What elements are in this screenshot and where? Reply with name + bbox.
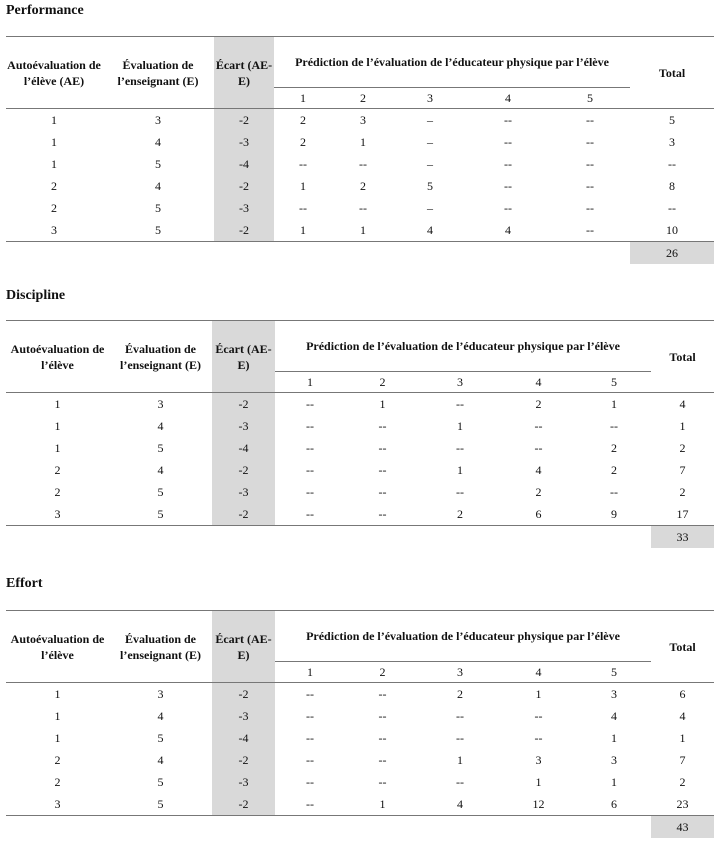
table-row	[6, 219, 714, 242]
table-cell: --	[610, 418, 619, 433]
table-cell: 5	[157, 774, 164, 789]
table-row	[6, 749, 714, 771]
header-row	[6, 37, 714, 88]
table-cell: 5	[157, 484, 164, 499]
table-cell: 1	[457, 418, 463, 433]
table-cell: 12	[500, 793, 577, 816]
table-cell: --	[359, 200, 367, 215]
table-cell: -2	[214, 175, 274, 197]
table-cell: --	[378, 774, 387, 789]
table-cell: 2	[500, 393, 577, 416]
table-row	[6, 437, 714, 459]
table-row	[6, 393, 714, 416]
table-cell: 1	[6, 393, 109, 416]
table-cell: -3	[214, 131, 274, 153]
section-title: Performance	[6, 3, 84, 18]
table-cell: 4	[651, 393, 714, 416]
table-cell: 4	[394, 219, 466, 242]
spacer	[6, 526, 651, 549]
table-cell: --	[359, 156, 367, 171]
header-prediction: Prédiction de l’évaluation de l’éducateur physique par l’élève	[275, 321, 651, 372]
header-prediction: Prédiction de l’évaluation de l’éducateur physique par l’élève	[275, 611, 651, 662]
table-cell: 3	[6, 503, 109, 526]
table-cell: 4	[420, 793, 500, 816]
table-cell: --	[456, 708, 464, 723]
header-gap: Écart (AE-E)	[212, 611, 275, 683]
table-cell: --	[275, 393, 345, 416]
data-table-performance	[6, 36, 714, 264]
table-cell: 5	[109, 793, 212, 816]
header-e: Évaluation de l’enseignant (E)	[109, 321, 212, 393]
table-row	[6, 793, 714, 816]
table-cell: 2	[679, 774, 686, 789]
table-cell: 5	[155, 156, 161, 171]
level-header: 3	[394, 88, 466, 109]
table-cell: 1	[6, 683, 109, 706]
table-cell: --	[306, 440, 314, 455]
table-cell: -2	[214, 109, 274, 132]
table-cell: 2	[679, 484, 686, 499]
table-cell: 4	[466, 219, 550, 242]
table-cell: --	[610, 484, 619, 499]
level-header: 3	[420, 372, 500, 393]
table-cell: 3	[102, 109, 214, 132]
table-cell: 1	[611, 730, 618, 745]
header-e: Évaluation de l’enseignant (E)	[109, 611, 212, 683]
table-cell: 3	[6, 219, 102, 242]
table-cell: --	[586, 178, 595, 193]
table-cell: 9	[577, 503, 651, 526]
table-cell: –	[394, 109, 466, 132]
grand-total: 43	[651, 816, 714, 839]
table-cell: --	[275, 503, 345, 526]
header-row	[6, 321, 714, 372]
section-title: Effort	[6, 576, 43, 591]
table-cell: 2	[679, 440, 686, 455]
table-cell: 1	[345, 793, 420, 816]
table-cell: --	[378, 730, 387, 745]
table-cell: 2	[300, 134, 306, 149]
table-cell: 1	[535, 774, 542, 789]
header-gap: Écart (AE-E)	[212, 321, 275, 393]
table-cell: 3	[535, 752, 542, 767]
table-cell: 2	[274, 109, 332, 132]
table-cell: -2	[212, 749, 275, 771]
table-cell: 1	[360, 134, 366, 149]
table-cell: 5	[427, 178, 433, 193]
level-header: 2	[345, 372, 420, 393]
table-cell: 3	[6, 793, 109, 816]
table-cell: 2	[54, 774, 61, 789]
table-cell: 2	[51, 178, 57, 193]
level-header: 2	[345, 662, 420, 683]
table-cell: --	[306, 752, 314, 767]
table-cell: --	[306, 774, 314, 789]
header-gap: Écart (AE-E)	[214, 37, 274, 109]
table-cell: --	[504, 156, 512, 171]
table-row	[6, 109, 714, 132]
table-cell: 1	[274, 219, 332, 242]
table-cell: 2	[51, 200, 57, 215]
level-header: 2	[332, 88, 394, 109]
table-row	[6, 153, 714, 175]
table-cell: --	[504, 178, 512, 193]
table-cell: --	[378, 484, 387, 499]
table-cell: --	[306, 462, 314, 477]
data-table-effort	[6, 610, 714, 838]
table-cell: 5	[157, 440, 164, 455]
table-cell: –	[427, 134, 433, 149]
table-cell: 7	[679, 462, 686, 477]
table-cell: --	[306, 708, 314, 723]
table-cell: -3	[212, 771, 275, 793]
header-total: Total	[651, 611, 714, 683]
table-cell: -2	[212, 459, 275, 481]
table-cell: --	[299, 200, 307, 215]
table-cell: --	[466, 109, 550, 132]
table-cell: 3	[577, 683, 651, 706]
table-cell: 8	[669, 178, 676, 193]
level-header: 1	[274, 88, 332, 109]
table-cell: -3	[214, 197, 274, 219]
level-header: 5	[577, 372, 651, 393]
table-cell: 1	[51, 156, 57, 171]
table-row	[6, 415, 714, 437]
table-cell: 5	[157, 730, 164, 745]
table-cell: 4	[157, 752, 164, 767]
table-cell: -2	[214, 219, 274, 242]
table-cell: --	[550, 109, 630, 132]
table-cell: 1	[54, 708, 61, 723]
header-e: Évaluation de l’enseignant (E)	[102, 37, 214, 109]
table-cell: --	[306, 484, 314, 499]
table-cell: 3	[611, 752, 618, 767]
table-cell: 4	[535, 462, 542, 477]
table-cell: --	[456, 774, 464, 789]
level-header: 5	[577, 662, 651, 683]
table-cell: 5	[630, 109, 714, 132]
table-cell: 3	[332, 109, 394, 132]
table-cell: -2	[212, 393, 275, 416]
level-header: 1	[275, 662, 345, 683]
level-header: 4	[500, 662, 577, 683]
table-cell: 6	[651, 683, 714, 706]
table-cell: 4	[155, 178, 161, 193]
table-row	[6, 727, 714, 749]
table-cell: -2	[212, 793, 275, 816]
table-cell: --	[456, 440, 464, 455]
section-title: Discipline	[6, 288, 66, 303]
table-cell: 1	[300, 178, 306, 193]
header-ae: Autoévaluation de l’élève	[6, 321, 109, 393]
table-row	[6, 197, 714, 219]
table-cell: -4	[214, 153, 274, 175]
table-cell: --	[586, 134, 595, 149]
table-row	[6, 459, 714, 481]
table-cell: --	[378, 462, 387, 477]
table-row	[6, 131, 714, 153]
table-cell: 2	[420, 503, 500, 526]
header-row	[6, 611, 714, 662]
table-cell: -3	[212, 415, 275, 437]
level-header: 5	[550, 88, 630, 109]
table-cell: 6	[500, 503, 577, 526]
table-cell: 5	[102, 219, 214, 242]
table-cell: --	[504, 200, 512, 215]
header-total: Total	[630, 37, 714, 109]
table-cell: 4	[157, 462, 164, 477]
table-cell: 2	[420, 683, 500, 706]
table-cell: -4	[212, 727, 275, 749]
table-row	[6, 503, 714, 526]
table-cell: 4	[157, 708, 164, 723]
table-cell: 1	[54, 418, 61, 433]
table-cell: 1	[345, 393, 420, 416]
header-ae: Autoévaluation de l’élève	[6, 611, 109, 683]
table-cell: --	[299, 156, 307, 171]
table-cell: --	[306, 730, 314, 745]
table-cell: --	[534, 418, 543, 433]
table-cell: 10	[630, 219, 714, 242]
header-total: Total	[651, 321, 714, 393]
table-cell: 1	[54, 440, 61, 455]
table-cell: 3	[669, 134, 676, 149]
spacer	[6, 242, 630, 265]
table-cell: -2	[212, 683, 275, 706]
table-cell: --	[345, 503, 420, 526]
table-cell: --	[345, 683, 420, 706]
table-cell: 1	[6, 109, 102, 132]
table-cell: --	[378, 418, 387, 433]
table-cell: --	[378, 708, 387, 723]
table-cell: --	[504, 134, 512, 149]
grand-total: 26	[630, 242, 714, 265]
table-cell: 2	[54, 752, 61, 767]
table-cell: 3	[109, 393, 212, 416]
table-cell: -3	[212, 481, 275, 503]
table-cell: 1	[54, 730, 61, 745]
table-cell: 6	[577, 793, 651, 816]
table-row	[6, 175, 714, 197]
table-cell: 1	[679, 730, 686, 745]
table-cell: 2	[54, 484, 61, 499]
table-cell: 2	[54, 462, 61, 477]
table-cell: --	[306, 418, 314, 433]
level-header: 4	[466, 88, 550, 109]
table-cell: 1	[611, 774, 618, 789]
table-cell: 4	[679, 708, 686, 723]
table-cell: -3	[212, 705, 275, 727]
grand-total-row	[6, 816, 714, 839]
table-cell: --	[668, 200, 677, 215]
table-cell: 3	[109, 683, 212, 706]
table-cell: 1	[679, 418, 686, 433]
table-row	[6, 705, 714, 727]
table-cell: --	[378, 752, 387, 767]
header-prediction: Prédiction de l’évaluation de l’éducateur physique par l’élève	[274, 37, 630, 88]
table-cell: 4	[155, 134, 161, 149]
table-row	[6, 481, 714, 503]
table-cell: -2	[212, 503, 275, 526]
table-cell: --	[420, 393, 500, 416]
spacer	[6, 816, 651, 839]
data-table-discipline	[6, 320, 714, 548]
grand-total-row	[6, 526, 714, 549]
table-cell: --	[456, 484, 464, 499]
table-row	[6, 771, 714, 793]
table-cell: --	[534, 708, 543, 723]
table-cell: 1	[457, 462, 463, 477]
table-cell: --	[456, 730, 464, 745]
table-cell: --	[534, 730, 543, 745]
table-row	[6, 683, 714, 706]
table-cell: 2	[611, 462, 618, 477]
header-ae: Autoévaluation de l’élève (AE)	[6, 37, 102, 109]
grand-total-row	[6, 242, 714, 265]
table-cell: 4	[611, 708, 618, 723]
grand-total: 33	[651, 526, 714, 549]
table-cell: --	[275, 683, 345, 706]
table-cell: 23	[651, 793, 714, 816]
table-cell: --	[534, 440, 543, 455]
table-cell: 7	[679, 752, 686, 767]
table-cell: 5	[155, 200, 161, 215]
table-cell: 5	[109, 503, 212, 526]
table-cell: 2	[611, 440, 618, 455]
table-cell: 2	[535, 484, 542, 499]
level-header: 3	[420, 662, 500, 683]
table-cell: --	[550, 219, 630, 242]
table-cell: 1	[332, 219, 394, 242]
table-cell: 4	[157, 418, 164, 433]
table-cell: --	[586, 200, 595, 215]
table-cell: 2	[360, 178, 366, 193]
table-cell: --	[668, 156, 677, 171]
table-cell: 1	[500, 683, 577, 706]
level-header: 4	[500, 372, 577, 393]
table-cell: --	[378, 440, 387, 455]
table-cell: 1	[577, 393, 651, 416]
table-cell: –	[427, 156, 433, 171]
table-cell: --	[586, 156, 595, 171]
table-cell: 17	[651, 503, 714, 526]
table-cell: –	[427, 200, 433, 215]
table-cell: 1	[51, 134, 57, 149]
table-cell: -4	[212, 437, 275, 459]
level-header: 1	[275, 372, 345, 393]
table-cell: --	[275, 793, 345, 816]
table-cell: 1	[457, 752, 463, 767]
